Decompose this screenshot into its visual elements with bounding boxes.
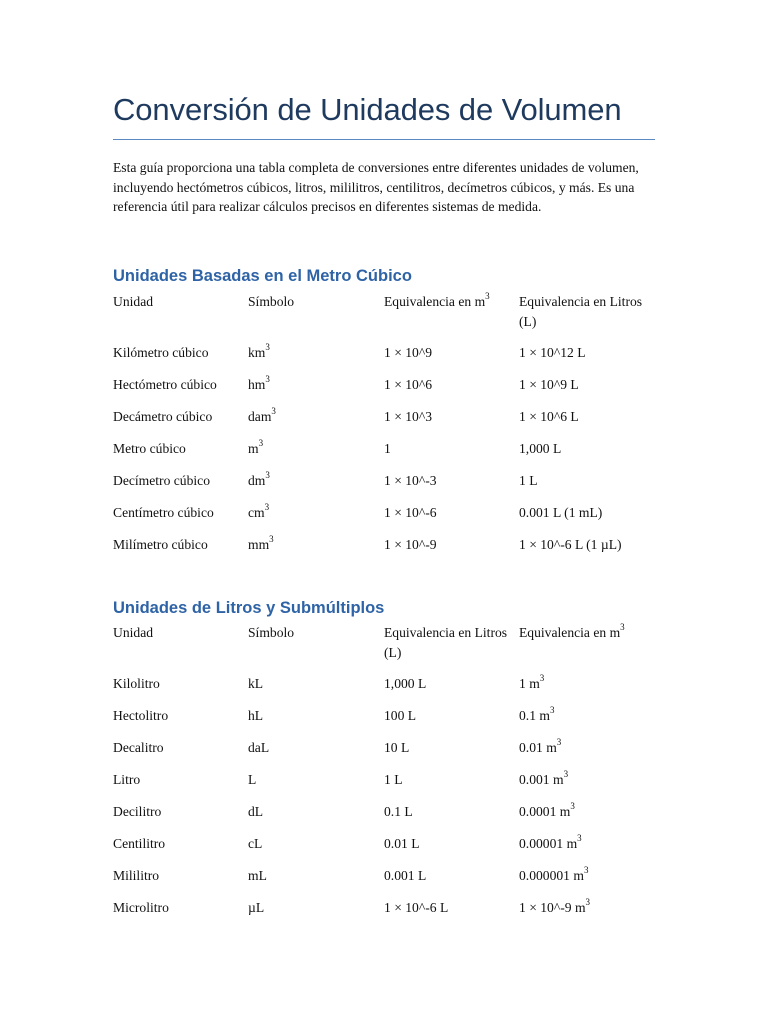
table-cell: 1 × 10^6 L <box>519 409 579 424</box>
table-cell: Centilitro <box>113 836 166 851</box>
table-cell: Kilolitro <box>113 676 160 691</box>
table-cell: 0.001 $m^3$ <box>519 769 569 787</box>
table-row <box>113 343 655 375</box>
table-cell: 100 L <box>384 708 417 723</box>
table-row <box>113 770 655 802</box>
table-cell: 1 × 10^-9 <box>384 537 437 552</box>
table-cell: 1 × 10^3 <box>384 409 433 424</box>
table-cell: 0.0001 $m^3$ <box>519 801 575 819</box>
page-title: Conversión de Unidades de Volumen <box>113 92 622 127</box>
table-cell: 0.1 L <box>384 804 413 819</box>
table-cell: $mm^3$ <box>248 534 274 552</box>
table-cell: 0.00001 $m^3$ <box>519 833 582 851</box>
table-cell: 1 $m^3$ <box>519 673 545 691</box>
table-cell: mL <box>248 868 267 883</box>
table-cell: Centímetro cúbico <box>113 505 214 520</box>
table-row <box>113 738 655 770</box>
table-row <box>113 471 655 503</box>
table-cell: Microlitro <box>113 900 169 915</box>
table-row <box>113 802 655 834</box>
table-cell: 0.000001 $m^3$ <box>519 865 589 883</box>
table-cell: Metro cúbico <box>113 441 186 456</box>
table-cell: 1,000 L <box>384 676 427 691</box>
table-cell: kL <box>248 676 264 691</box>
table-cell: 1 L <box>519 473 538 488</box>
table-row <box>113 706 655 738</box>
table-row <box>113 535 655 567</box>
table-cell: 1 × 10^-3 <box>384 473 437 488</box>
table-cell: 1 × 10^12 L <box>519 345 586 360</box>
table-row <box>113 407 655 439</box>
table-cell: 1 L <box>384 772 403 787</box>
table-cell: Mililitro <box>113 868 160 883</box>
table-cell: 10 L <box>384 740 410 755</box>
table-cell: 0.1 $m^3$ <box>519 705 555 723</box>
table-cell: 1,000 L <box>519 441 562 456</box>
table-row <box>113 375 655 407</box>
table-cell: Decalitro <box>113 740 164 755</box>
table-cell: 0.001 L (1 mL) <box>519 505 603 520</box>
table-cell: $cm^3$ <box>248 502 270 520</box>
table-cell: 1 × 10^-6 <box>384 505 437 520</box>
column-header: Equivalencia en Litros (L) <box>519 294 643 329</box>
column-header: Símbolo <box>248 294 295 309</box>
table-header-row <box>113 623 655 674</box>
table-cell: 1 × 10^9 <box>384 345 433 360</box>
table-cell: $km^3$ <box>248 342 270 360</box>
table-cell: 0.001 L <box>384 868 427 883</box>
table-header-row <box>113 292 655 343</box>
table-cell: $dm^3$ <box>248 470 270 488</box>
table-cell: Decilitro <box>113 804 162 819</box>
table-cell: $m^3$ <box>248 438 264 456</box>
table-cell: 1 × 10^-6 L (1 µL) <box>519 537 622 552</box>
column-header: Equivalencia en $m^3$ <box>384 291 490 309</box>
table-cell: L <box>248 772 257 787</box>
table-cell: 0.01 L <box>384 836 420 851</box>
table-cell: 0.01 $m^3$ <box>519 737 562 755</box>
table-cell: Kilómetro cúbico <box>113 345 209 360</box>
table-cell: 1 × 10^9 L <box>519 377 579 392</box>
table-row <box>113 439 655 471</box>
table-cell: 1 × 10^-6 L <box>384 900 449 915</box>
title-divider <box>113 139 655 140</box>
table-row <box>113 834 655 866</box>
section-title-liters: Unidades de Litros y Submúltiplos <box>113 599 385 617</box>
section-title-cubic-meter: Unidades Basadas en el Metro Cúbico <box>113 267 412 285</box>
table-row <box>113 674 655 706</box>
table-cell: µL <box>248 900 265 915</box>
table-cell: cL <box>248 836 263 851</box>
table-cell: Hectolitro <box>113 708 169 723</box>
table-cell: Milímetro cúbico <box>113 537 208 552</box>
table-cell: hL <box>248 708 264 723</box>
table-cell: 1 × 10^-9 $m^3$ <box>519 897 591 915</box>
table-cell: 1 <box>384 441 391 456</box>
table-row <box>113 503 655 535</box>
table-cell: dL <box>248 804 264 819</box>
table-row <box>113 898 655 930</box>
table-row <box>113 866 655 898</box>
column-header: Equivalencia en $m^3$ <box>519 622 625 640</box>
table-cell: $hm^3$ <box>248 374 270 392</box>
column-header: Símbolo <box>248 625 295 640</box>
table-cell: daL <box>248 740 270 755</box>
table-cell: dam$^3$ <box>248 406 276 424</box>
table-cell: 1 × 10^6 <box>384 377 433 392</box>
table-cubic-meter <box>113 292 655 567</box>
table-cell: Decímetro cúbico <box>113 473 211 488</box>
table-cell: Litro <box>113 772 141 787</box>
column-header: Unidad <box>113 625 154 640</box>
table-cell: Hectómetro cúbico <box>113 377 217 392</box>
table-liters <box>113 623 655 930</box>
table-cell: Decámetro cúbico <box>113 409 213 424</box>
column-header: Equivalencia en Litros (L) <box>384 625 508 660</box>
column-header: Unidad <box>113 294 154 309</box>
intro-paragraph: Esta guía proporciona una tabla completa de conversiones entre diferentes unidades de volumen, incluyendo hectómetros cúbicos, litros, mililitros, centilitros, decímetros cúbicos, y más. Es una referencia útil para realizar cálculos precisos en diferentes sistemas de medida. <box>113 160 639 214</box>
